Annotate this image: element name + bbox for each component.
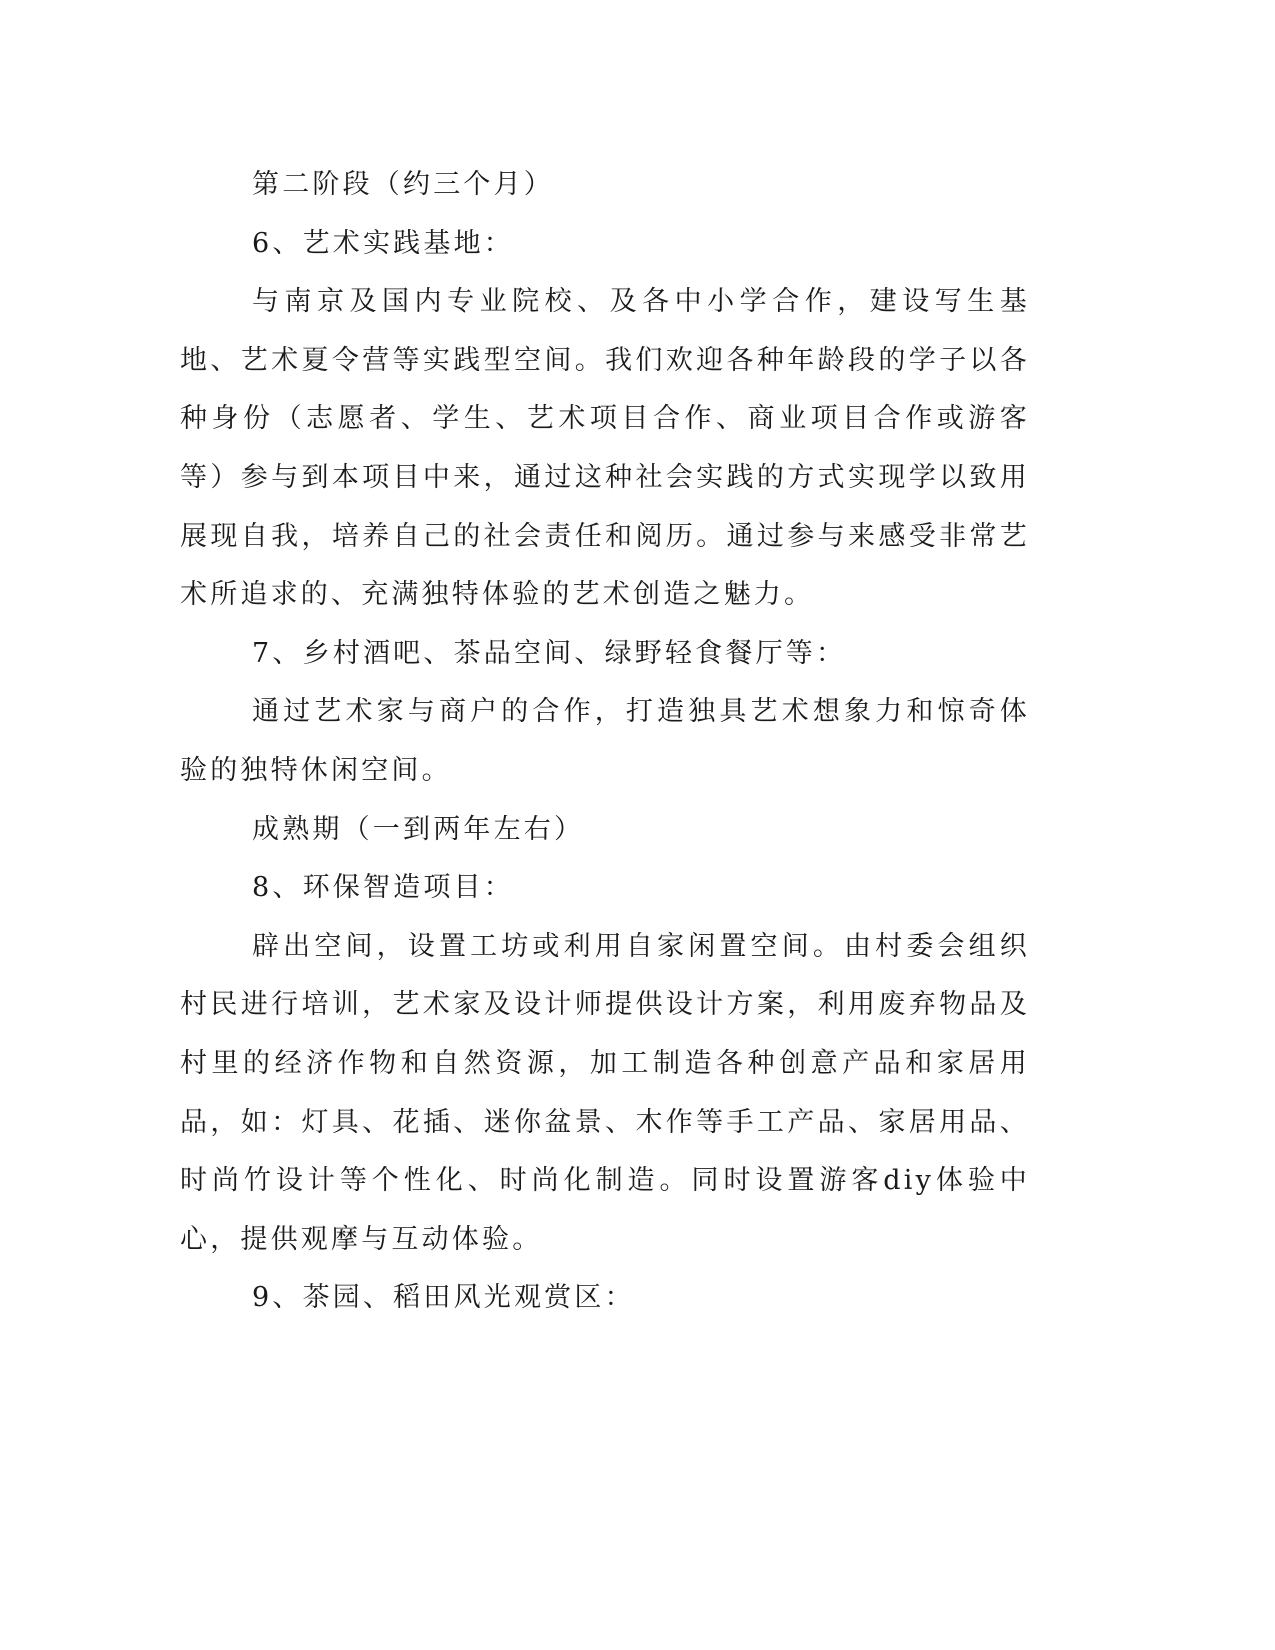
paragraph-art-practice-base: 与南京及国内专业院校、及各中小学合作，建设写生基地、艺术夏令营等实践型空间。我们欢迎各种年龄段的学子以各种身份（志愿者、学生、艺术项目合作、商业项目合作或游客等）参与到本项目中来，通过这种社会实践的方式实现学以致用展现自我，培养自己的社会责任和阅历。通过参与来感受非常艺术所追求的、充满独特体验的艺术创造之魅力。 [180, 286, 1030, 611]
item-heading-eco-manufacturing: 8、环保智造项目： [252, 872, 514, 904]
document-body [180, 156, 1030, 1328]
paragraph-eco-manufacturing: 辟出空间，设置工坊或利用自家闲置空间。由村委会组织村民进行培训，艺术家及设计师提供设计方案，利用废弃物品及村里的经济作物和自然资源，加工制造各种创意产品和家居用品，如：灯具、花插、迷你盆景、木作等手工产品、家居用品、时尚竹设计等个性化、时尚化制造。同时设置游客diy体验中心，提供观摩与互动体验。 [180, 930, 1030, 1255]
section-heading-stage-two: 第二阶段（约三个月） [252, 169, 554, 200]
paragraph-rural-bar: 通过艺术家与商户的合作，打造独具艺术想象力和惊奇体验的独特休闲空间。 [180, 696, 1030, 786]
item-heading-tea-garden: 9、茶园、稻田风光观赏区： [252, 1282, 635, 1314]
section-heading-maturity-stage: 成熟期（一到两年左右） [252, 813, 585, 845]
item-heading-art-practice-base: 6、艺术实践基地： [252, 227, 514, 259]
item-heading-rural-bar: 7、乡村酒吧、茶品空间、绿野轻食餐厅等： [252, 637, 847, 669]
